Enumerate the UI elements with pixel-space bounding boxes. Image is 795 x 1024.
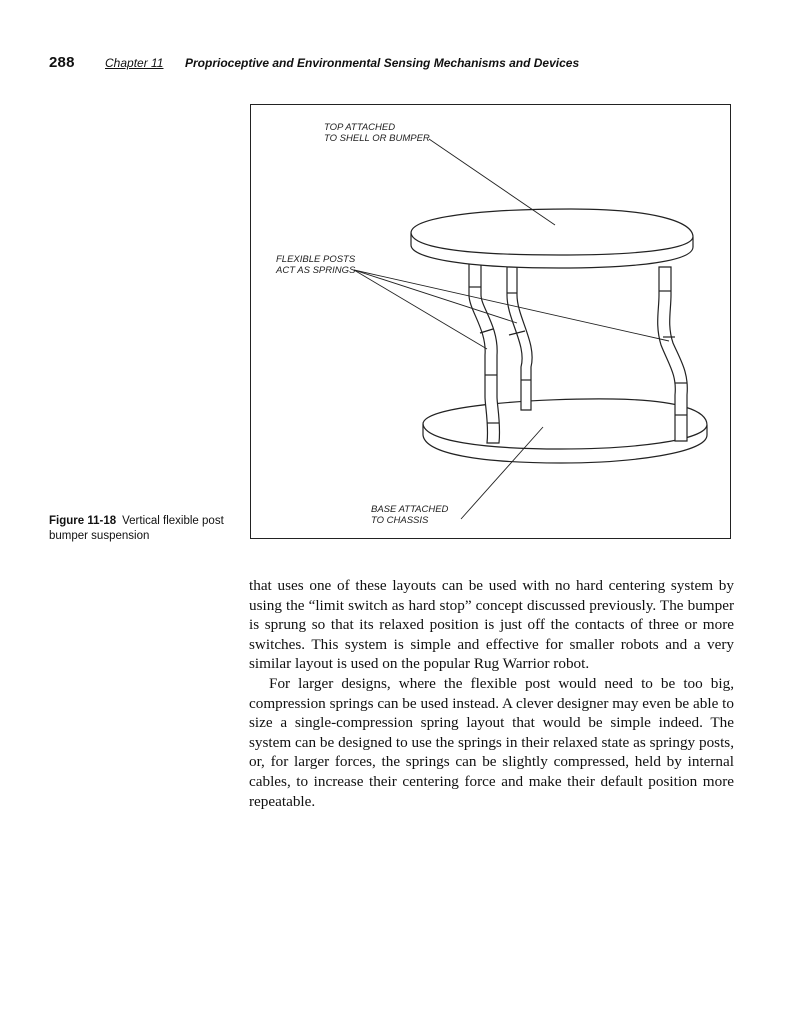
label-base-2: TO CHASSIS [371,515,429,526]
chapter-title: Proprioceptive and Environmental Sensing Mechanisms and Devices [185,56,580,70]
top-plate [411,209,693,268]
paragraph-1: that uses one of these layouts can be used with no hard centering system by using the “limit switch as hard stop” concept discussed previously. The bumper is sprung so that its relaxed position is just off the contacts of three or more switches. This system is simple and effective for smaller robots and a very similar layout is used on the popular Rug Warrior robot. [249,577,734,673]
paragraph-2: For larger designs, where the flexible post would need to be too big, compression springs can be used instead. A clever designer may even be able to size a single-compression spring layout that would be simple indeed. The system can be designed to use the springs in their relaxed state as springy posts, or, for larger forces, the springs can be slightly compressed, held by internal cables, to increase their centering force and make their default position more repeatable. [249,674,734,810]
diagram-labels [275,122,449,526]
label-top-2: TO SHELL OR BUMPER [324,133,430,144]
body-text [249,576,734,811]
page-number: 288 [49,54,75,71]
base-plate [423,399,707,463]
flexible-post-back [507,267,532,410]
label-top-1: TOP ATTACHED [324,122,396,133]
chapter-label: Chapter 11 [105,56,164,70]
label-posts-2: ACT AS SPRINGS [276,265,356,276]
figure-caption-text: Vertical flexible post bumper suspension [49,515,224,542]
label-base-1: BASE ATTACHED [371,504,449,515]
leader-lines [354,139,669,519]
figure-caption [49,514,239,544]
figure-frame [250,104,731,539]
bumper-suspension-diagram [251,105,732,540]
label-posts-1: FLEXIBLE POSTS [276,254,356,265]
page-header [49,54,749,76]
figure-label: Figure 11-18 [49,515,117,527]
